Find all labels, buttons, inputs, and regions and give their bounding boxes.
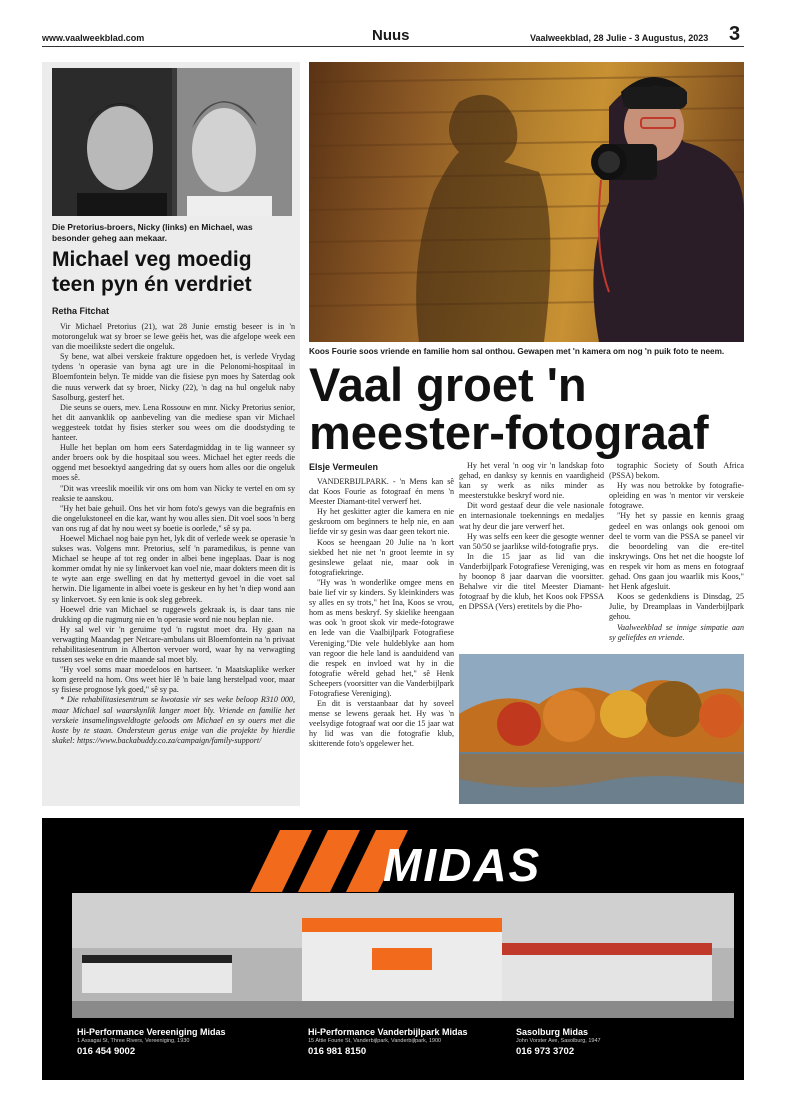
branch-address: 1 Assagai St, Three Rivers, Vereeniging, 1930 (77, 1038, 190, 1044)
paragraph: "Hy voel soms maar moedeloos en hartseer. 'n Maatskaplike werker kom gereeld na hom. Ons weet hier lê 'n baie lang herstelpad voor, maar sy fisiese prognose lyk goed," sê sy pa. (52, 665, 295, 695)
header-rule (42, 46, 744, 47)
paragraph: Die seuns se ouers, mev. Lena Rossouw en mnr. Nicky Pretorius senior, het dit aanvanklik op aanbeveling van die mediese span vir Michael weggesteek totdat hy fisies sterker sou wees om die doodstyding te hanteer. (52, 402, 295, 443)
paragraph: "Hy was 'n wonderlike omgee mens en baie lief vir sy kinders. Sy kleinkinders was sy alles en sy trots," het Ina, Koos se vrou, hom as mens beskryf. Sy skielike heengaan was ook 'n groot skok vir mede-fotograwe en lede van die Vaalbijlpark Fotografiese Vereniging."Die vele huldeblyke aan hom van regoor die hele land is aanduidend van die respek en invloed wat hy in die fotografie wêreld gehad het," sê Henk Scheepers (voorsitter van die Vanderbijlpark Fotografiese Vereniging). (309, 577, 454, 698)
paragraph: Hy sal wel vir 'n geruime tyd 'n rugstut moet dra. Hy gaan na verwagting Maandag per Netcare-ambulans uit Bloemfontein na 'n privaat rehabilitasiesentrum in Alberton vervoer word, waar hy na verwagting tussen ses weke en drie maande sal moet bly. (52, 624, 295, 665)
page-number: 3 (729, 23, 741, 45)
photographer-photo (309, 62, 744, 342)
paragraph: "Dit was vreeslik moeilik vir ons om hom van Nicky te vertel en om sy reaksie te aanskou. (52, 483, 295, 503)
brothers-photo-caption: Die Pretorius-broers, Nicky (links) en Michael, was besonder geheg aan mekaar. (52, 222, 253, 243)
paragraph: Koos se heengaan 20 Julie na 'n kort siekbed het nie net 'n groot leemte in sy gesinslewe gelaat nie, maar ook in fotografiekringe. (309, 537, 454, 577)
paragraph: Hoewel Michael nog baie pyn het, lyk dit of verlede week se operasie 'n sukses was. Volgens mnr. Pretorius, self 'n paramedikus, is penne van Michael se heupe af tot reg onder in albei bene ingeplaas. Daar is nog kommer omdat hy nie sy linkervoet kan voel nie, maar dokters meen dit is te wyte aan erge swelling en dat hy mettertyd gevoel in die voet sal herwin. Die ligamente in albei voete is geskeur en hy het 'n diep wond aan sy linkervoet. Sy een knie is ook sleg gebreek. (52, 533, 295, 604)
branch-address: 15 Attie Fourie St, Vanderbijlpark, Vanderbijlpark, 1900 (308, 1038, 442, 1044)
autumn-landscape-photo (459, 654, 744, 804)
branch-vanderbijlpark (308, 1027, 528, 1057)
website-url: www.vaalweekblad.com (42, 33, 145, 43)
branch-phone: 016 973 3702 (516, 1046, 575, 1057)
issue-date: Vaalweekblad, 28 Julie - 3 Augustus, 2023 (530, 33, 709, 43)
paragraph: Sy bene, wat albei verskeie frakture opgedoen het, is verlede Vrydag tydens 'n operasie van byna agt ure in die Pelonomi-hospitaal in Bloemfontein belyn. Te midde van die fisiese pyn moes hy Saterdag ook die nuus verwerk dat sy broer, Nicky (22), 'n dag na hul ongeluk naby Sasolburg, gesterf het. (52, 352, 295, 402)
paragraph: Hy het geskitter agter die kamera en nie geskroom om beginners te help nie, en aan liefde vir sy gesin was daar geen tekort nie. (309, 507, 454, 537)
donation-note: * Die rehabilitasiesentrum se kwotasie vir ses weke beloop R310 000, maar Michael sal waarskynlik langer moet bly. Vriende en familie het verskeie insamelingsveldtogte geloods om Michael en sy ouers met die koste by te staan. Ondersteun gerus enige van die projekte by hierdie skakel: https://www.backabuddy.co.za/campaign/family-support/ (52, 695, 295, 745)
left-story-byline: Retha Fitchat (52, 306, 110, 316)
left-story-headline: Michael veg moedig teen pyn én verdriet (52, 248, 252, 296)
branch-phone: 016 981 8150 (308, 1046, 367, 1057)
midas-brand-name: MIDAS (383, 839, 542, 891)
paragraph: Koos se gedenkdiens is Dinsdag, 25 Julie, by Dreamplaas in Vanderbijlpark gehou. (609, 592, 744, 622)
paragraph: Hoewel drie van Michael se ruggewels gekraak is, is daar tans nie drukking op die rugmurg nie en 'n operasie word nie nou beplan nie. (52, 604, 295, 624)
main-story-column-2 (459, 461, 604, 612)
paragraph: Hy het veral 'n oog vir 'n landskap foto gehad, en danksy sy kennis en vaardigheid kan sy werk as niks minder as meesterstukke beskryf word nie. (459, 461, 604, 501)
paragraph: Dit word gestaaf deur die vele nasionale en internasionale toekennings en medaljes wat hy deur die jare verwerf het. (459, 501, 604, 531)
branch-name: Sasolburg Midas (516, 1027, 589, 1037)
midas-stores-photo (72, 893, 734, 1018)
paragraph: En dit is verstaanbaar dat hy soveel mense se lewens geraak het. Hy was 'n veelsydige fotograaf wat oor die 15 jaar wat hy lid was van die fotografie klub, skitterende foto's opgelewer het. (309, 699, 454, 749)
paragraph: Hy was nou betrokke by fotografie-opleiding en was 'n mentor vir verskeie fotograwe. (609, 481, 744, 511)
branch-address: John Vorster Ave, Sasolburg, 1947 (516, 1038, 601, 1044)
main-story-headline: Vaal groet 'n meester-fotograaf (309, 358, 709, 459)
branch-name: Hi-Performance Vanderbijlpark Midas (308, 1027, 468, 1037)
paragraph: VANDERBIJLPARK. - 'n Mens kan sê dat Koos Fourie as fotograaf én mens 'n Meester Diamant-titel verwerf het. (309, 477, 454, 507)
paragraph: Hulle het beplan om hom eers Saterdagmiddag in te lig wanneer sy ander broers ook by die hospitaal sou wees. Michael het egter reeds die oggend met besoektyd aangedring dat sy ouers hom alles oor die ongeluk moes sê. (52, 443, 295, 483)
section-title: Nuus (372, 27, 410, 44)
main-story-column-3 (609, 461, 744, 643)
branch-phone: 016 454 9002 (77, 1046, 136, 1057)
paragraph: Hy was selfs een keer die gesogte wenner van 50/50 se jaarlikse wild-fotografie prys. (459, 531, 604, 551)
condolence-note: Vaalweekblad se innige simpatie aan sy geliefdes en vriende. (609, 622, 744, 642)
main-story-byline: Elsje Vermeulen (309, 462, 379, 472)
branch-vereeniging (77, 1027, 297, 1057)
photographer-photo-caption: Koos Fourie soos vriende en familie hom sal onthou. Gewapen met 'n kamera om nog 'n puik foto te neem. (309, 347, 725, 356)
branch-sasolburg (516, 1027, 736, 1057)
main-story-column-1 (309, 477, 454, 750)
paragraph: "Hy het baie gehuil. Ons het vir hom foto's gewys van die begrafnis en die ongelukstoneel en die kar, want hy wou alles sien. Dit voel soos 'n berg van ons rug af dat hy nou weet sy boetie is oorlede," sê sy pa. (52, 503, 295, 533)
paragraph: Vir Michael Pretorius (21), wat 28 Junie ernstig beseer is in 'n motorongeluk wat sy broer se lewe geëis het, was die afgelope week een van die moeilikste sedert die ongeluk. (52, 322, 295, 352)
branch-name: Hi-Performance Vereeniging Midas (77, 1027, 226, 1037)
paragraph: tographic Society of South Africa (PSSA) bekom. (609, 461, 744, 481)
brothers-photo (52, 68, 292, 216)
left-story-body (52, 322, 295, 746)
paragraph: "Hy het sy passie en kennis graag gedeel en was onlangs ook genooi om deel te vorm van die PSSA se paneel vir die beoordeling van die ere-titel inskrywings. Ons het net die hoogste lof en respek vir hom as mens en fotograaf gehad. Ons gaan jou waarlik mis Koos," het Henk afgesluit. (609, 511, 744, 592)
paragraph: In die 15 jaar as lid van die Vanderbijlpark Fotografiese Vereniging, was hy boonop 8 jaar daarvan die voorsitter. Behalwe vir die titel Meester Diamant-fotograaf by die klub, het Koos ook FPSSA en DPSSA (Vers) eretitels by die Pho- (459, 551, 604, 612)
